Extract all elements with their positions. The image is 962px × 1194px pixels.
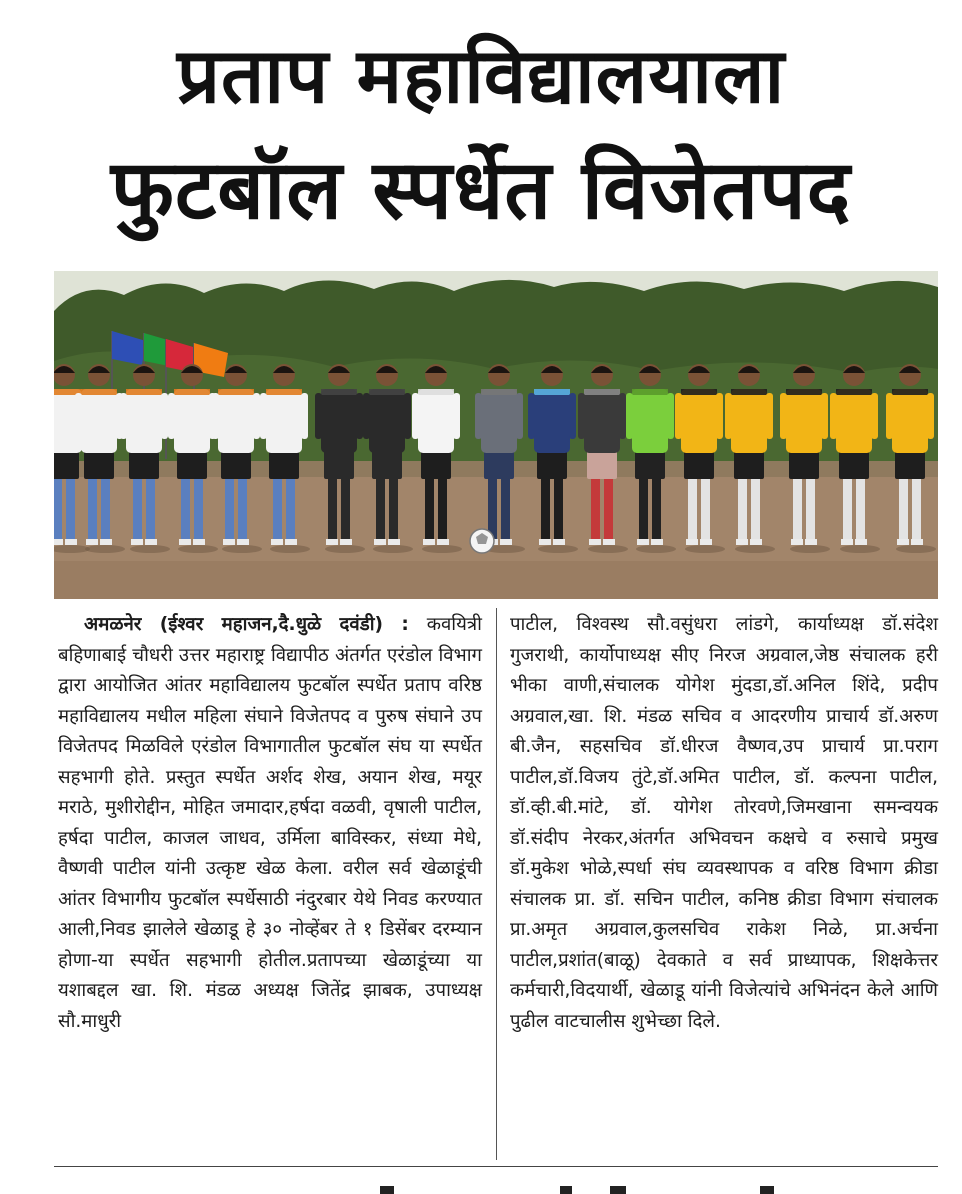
headline-line-2: फुटबॉल स्पर्धेत विजेतपद bbox=[110, 143, 852, 238]
headline-line-1: प्रताप महाविद्यालयाला bbox=[176, 31, 786, 120]
article-dateline: अमळनेर (ईश्वर महाजन,दै.धुळे दवंडी) : bbox=[84, 614, 409, 635]
article-column-left bbox=[58, 610, 482, 1037]
article-text-right: पाटील, विश्वस्थ सौ.वसुंधरा लांडगे, कार्याध्यक्ष डॉ.संदेश गुजराथी, कार्योपाध्यक्ष सीए निरज अग्रवाल,जेष्ठ संचालक हरी भीका वाणी,संचालक योगेश मुंदडा,डॉ.अनिल शिंदे, प्रदीप अग्रवाल,खा. शि. मंडळ सचिव व आदरणीय प्राचार्य डॉ.अरुण बी.जैन, सहसचिव डॉ.धीरज वैष्णव,उप प्राचार्य प्रा.पराग पाटील,डॉ.विजय तुंटे,डॉ.अमित पाटील, डॉ. कल्पना पाटील, डॉ.व्ही.बी.मांटे, डॉ. योगेश तोरवणे,जिमखाना समन्वयक डॉ.संदीप नेरकर,अंतर्गत अभिवचन कक्षचे व रुसाचे प्रमुख डॉ.मुकेश भोळे,स्पर्धा संघ व्यवस्थापक व वरिष्ठ विभाग क्रीडा संचालक प्रा. डॉ. सचिन पाटील, कनिष्ठ क्रीडा विभाग संचालक प्रा.अमृत अग्रवाल,कुलसचिव राकेश निळे, प्रा.अर्चना पाटील,प्रशांत(बाळू) देवकाते व सर्व प्राध्यापक, शिक्षकेत्तर कर्मचारी,विदयार्थी, खेळाडू यांनी विजेत्यांचे अभिनंदन केले आणि पुढील वाटचालीस शुभेच्छा दिले. bbox=[510, 614, 938, 1032]
column-divider bbox=[496, 608, 497, 1160]
bottom-divider bbox=[54, 1166, 938, 1167]
article-column-right bbox=[510, 610, 938, 1037]
team-photo bbox=[54, 271, 938, 599]
article-text-left: कवयित्री बहिणाबाई चौधरी उत्तर महाराष्ट्र विद्यापीठ अंतर्गत एरंडोल विभाग द्वारा आयोजित आंतर महाविद्यालय फुटबॉल स्पर्धेत प्रताप वरिष्ठ महाविद्यालय मधील महिला संघाने विजेतपद व पुरुष संघाने उप विजेतपद मिळविले एरंडोल विभागातील फुटबॉल संघ या स्पर्धेत सहभागी होते. प्रस्तुत स्पर्धेत अर्शद शेख, अयान शेख, मयूर मराठे, मुशीरोद्दीन, मोहित जमादार,हर्षदा वळवी, वृषाली पाटील, हर्षदा पाटील, काजल जाधव, उर्मिला बाविस्कर, संध्या मेधे, वैष्णवी पाटील यांनी उत्कृष्ट खेळ केला. वरील सर्व खेळाडूंची आंतर विभागीय फुटबॉल स्पर्धेसाठी नंदुरबार येथे निवड करण्यात आली,निवड झालेले खेळाडू हे ३० नोव्हेंबर ते १ डिसेंबर दरम्यान होणा-या स्पर्धेत सहभागी होतील.प्रतापच्या खेळाडूंच्या या यशाबद्दल खा. शि. मंडळ अध्यक्ष जितेंद्र झाबक, उपाध्यक्ष सौ.माधुरी bbox=[58, 614, 482, 1032]
next-article-fragment bbox=[0, 1184, 962, 1194]
